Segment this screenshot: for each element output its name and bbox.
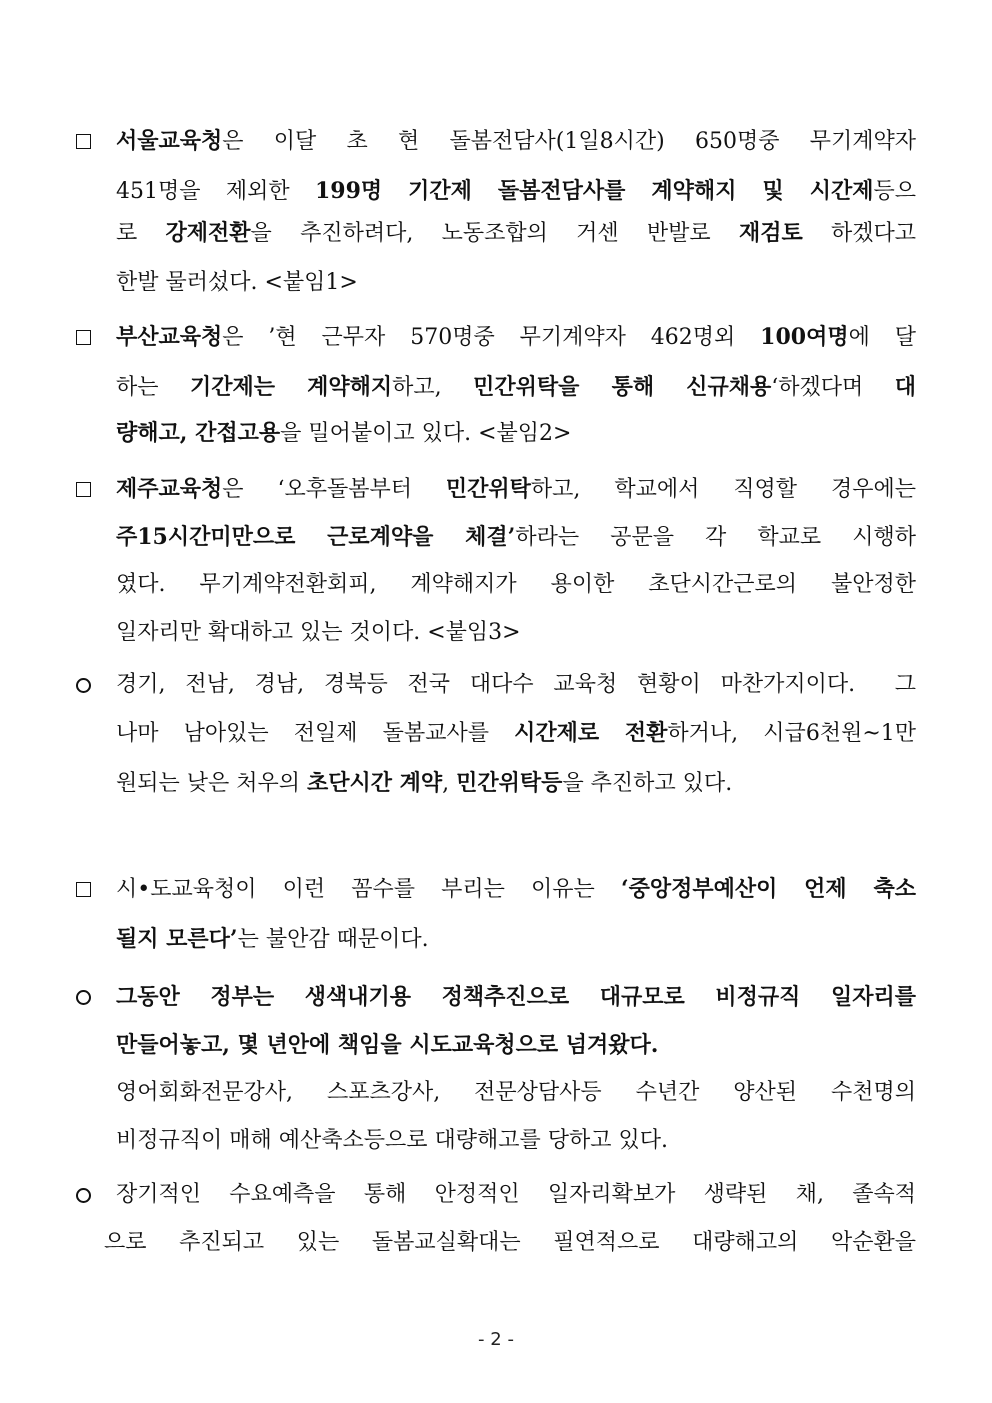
paragraph-line — [104, 1228, 916, 1258]
text-run: 하고, 학교에서 직영할 경우에는 — [530, 477, 917, 502]
bold-text: 서울교육청 — [116, 128, 223, 154]
text-run: 으로 추진되고 있는 돌봄교실확대는 필연적으로 대량해고의 악순환을 — [104, 1230, 916, 1255]
paragraph-line — [116, 982, 916, 1012]
bold-text: 강제전환 — [165, 220, 251, 246]
text-run: 을 추진하고 있다. — [562, 771, 733, 796]
text-run: 장기적인 수요예측을 통해 안정적인 일자리확보가 생략된 채, 졸속적 — [116, 1182, 916, 1207]
paragraph-line — [116, 1180, 916, 1210]
circle-bullet-icon — [76, 670, 91, 700]
paragraph-line — [116, 522, 916, 552]
text-run: 은 ‘오후돌봄부터 — [222, 477, 446, 502]
paragraph-line — [116, 418, 571, 448]
text-run: 등으 — [873, 179, 916, 204]
paragraph-line — [116, 474, 916, 504]
bold-text: 100여명 — [760, 324, 849, 350]
text-run: 시•도교육청이 이런 꼼수를 부리는 이유는 — [116, 877, 621, 902]
bold-text: 재검토 — [738, 220, 803, 246]
text-run: 을 밀어붙이고 있다. <붙임2> — [280, 421, 572, 446]
text-run: 하거나, 시급6천원~1만 — [667, 721, 916, 746]
text-run: 을 추진하려다, 노동조합의 거센 반발로 — [250, 221, 739, 246]
paragraph-line — [116, 126, 916, 156]
square-bullet-icon — [76, 126, 91, 156]
bold-text: 기간제는 계약해지 — [190, 374, 393, 400]
circle-bullet-icon — [76, 1180, 91, 1210]
bold-text: 초단시간 계약 — [307, 770, 443, 796]
text-run: 에 달 — [848, 325, 916, 350]
bold-text: 시간제로 전환 — [514, 720, 668, 746]
text-run: 경기, 전남, 경남, 경북등 전국 대다수 교육청 현황이 마찬가지이다. 그 — [116, 672, 916, 697]
bold-text: 만들어놓고, 몇 년안에 책임을 시도교육청으로 넘겨왔다. — [116, 1032, 659, 1058]
square-bullet-icon — [76, 474, 91, 504]
text-run: 한발 물러섰다. <붙임1> — [116, 270, 358, 295]
bold-text: 민간위탁을 통해 신규채용 — [473, 374, 772, 400]
square-bullet-icon — [76, 322, 91, 352]
paragraph-line — [116, 718, 916, 748]
bold-text: 부산교육청 — [116, 324, 223, 350]
bold-text: 될지 모른다’ — [116, 926, 238, 952]
text-run: 로 — [116, 221, 166, 246]
paragraph-line — [116, 1126, 668, 1156]
text-run: 하는 — [116, 375, 190, 400]
paragraph-line — [116, 924, 429, 954]
text-run: 였다. 무기계약전환회피, 계약해지가 용이한 초단시간근로의 불안정한 — [116, 572, 916, 597]
bold-text: 주15시간미만으로 근로계약을 체결’ — [116, 524, 516, 550]
text-run: 하라는 공문을 각 학교로 시행하 — [515, 525, 917, 550]
paragraph-line — [116, 1078, 916, 1108]
bold-text: 민간위탁등 — [456, 770, 563, 796]
paragraph-line — [116, 618, 521, 648]
bold-text: 제주교육청 — [116, 476, 223, 502]
bold-text: 그동안 정부는 생색내기용 정책추진으로 대규모로 비정규직 일자리를 — [116, 984, 916, 1010]
bold-text: 대 — [894, 374, 916, 400]
square-bullet-icon — [76, 874, 91, 904]
bold-text: 량해고, 간접고용 — [116, 420, 281, 446]
text-run: 는 불안감 때문이다. — [237, 927, 429, 952]
paragraph-line — [116, 268, 358, 298]
text-run: 하겠다고 — [802, 221, 916, 246]
text-run: 일자리만 확대하고 있는 것이다. <붙임3> — [116, 620, 521, 645]
paragraph-line — [116, 570, 916, 600]
text-run: 451명을 제외한 — [116, 179, 315, 204]
paragraph-line — [116, 874, 916, 904]
text-run: 하고, — [392, 375, 474, 400]
paragraph-line — [116, 176, 916, 206]
paragraph-line — [116, 372, 916, 402]
text-run: 나마 남아있는 전일제 돌봄교사를 — [116, 721, 515, 746]
paragraph-line — [116, 322, 916, 352]
text-run: , — [442, 771, 457, 796]
text-run: 은 ’현 근무자 570명중 무기계약자 462명외 — [222, 325, 761, 350]
circle-bullet-icon — [76, 982, 91, 1012]
page-number: - 2 - — [478, 1329, 514, 1350]
text-run: ‘하겠다며 — [771, 375, 895, 400]
paragraph-line — [116, 1030, 658, 1060]
text-run: 영어회화전문강사, 스포츠강사, 전문상담사등 수년간 양산된 수천명의 — [116, 1080, 916, 1105]
text-run: 은 이달 초 현 돌봄전담사(1일8시간) 650명중 무기계약자 — [222, 129, 916, 154]
text-run: 비정규직이 매해 예산축소등으로 대량해고를 당하고 있다. — [116, 1128, 669, 1153]
paragraph-line — [116, 218, 916, 248]
paragraph-line — [116, 670, 916, 700]
paragraph-line — [116, 768, 732, 798]
bold-text: ‘중앙정부예산이 언제 축소 — [620, 876, 916, 902]
bold-text: 199명 기간제 돌봄전담사를 계약해지 및 시간제 — [314, 178, 874, 204]
text-run: 원되는 낮은 처우의 — [116, 771, 307, 796]
bold-text: 민간위탁 — [445, 476, 531, 502]
